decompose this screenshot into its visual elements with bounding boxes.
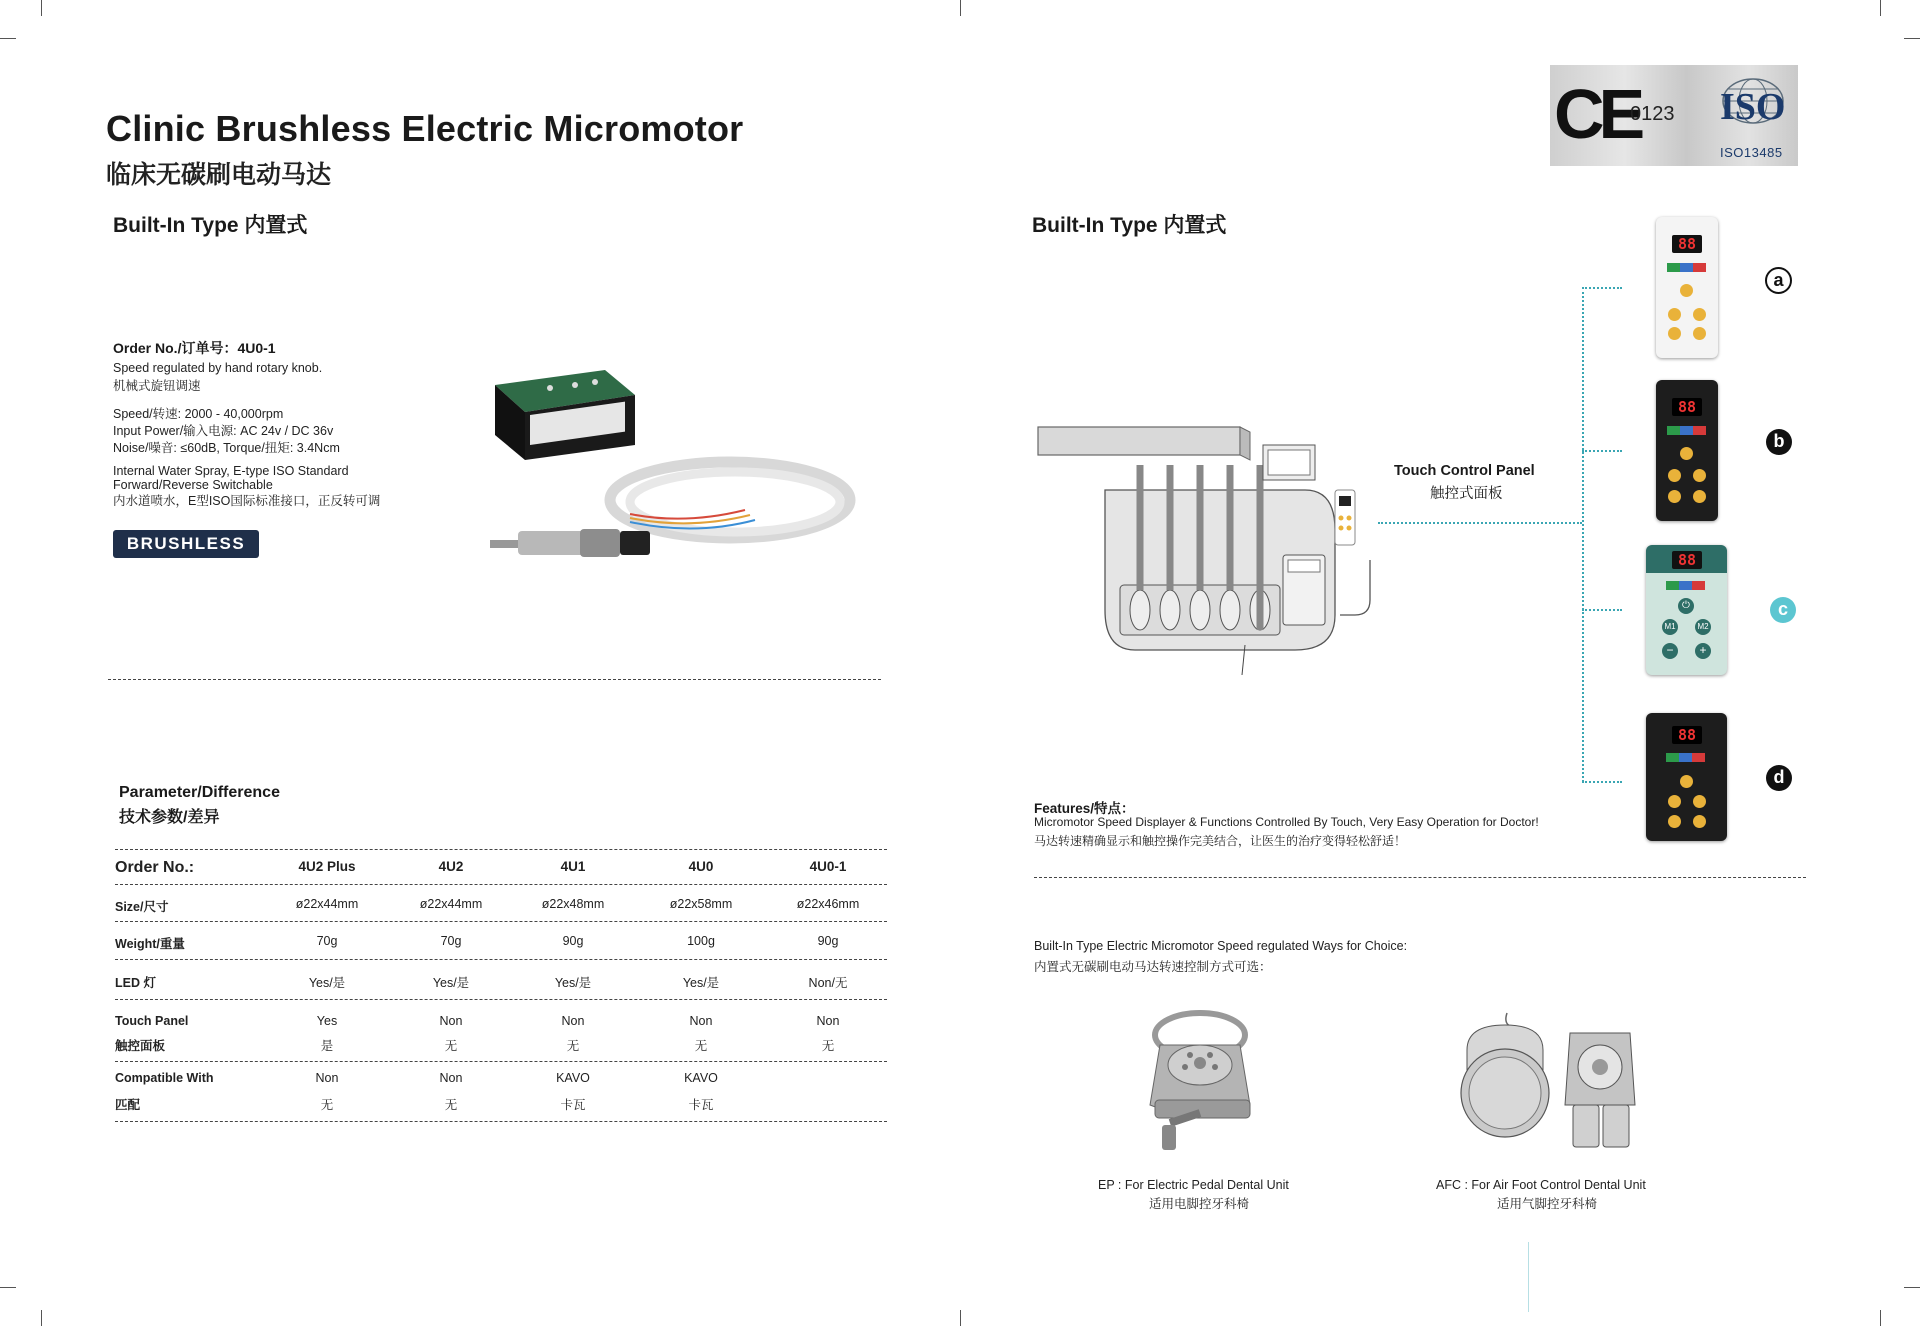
iso-number: ISO13485 [1720, 145, 1783, 160]
touch-panel-d [1646, 713, 1727, 841]
table-row [115, 1014, 887, 1028]
row-label: Touch Panel [115, 1014, 189, 1028]
table-rule [115, 849, 887, 850]
button-icon [1668, 815, 1681, 828]
button-icon [1693, 308, 1706, 321]
feature-2: Forward/Reverse Switchable [113, 478, 273, 492]
cell: Non [315, 1071, 339, 1085]
memory-1-key: M1 [1662, 619, 1678, 635]
model-header: 4U1 [560, 859, 586, 874]
features-title: Features/特点： [1034, 801, 1135, 816]
dental-unit-illustration [1035, 420, 1375, 680]
speed-display: 88 [1672, 235, 1702, 253]
speed-display: 88 [1672, 398, 1702, 416]
ep-label-cn: 适用电脚控牙科椅 [1149, 1197, 1250, 1211]
crop-mark [960, 1310, 961, 1326]
feature-1: Internal Water Spray, E-type ISO Standard [113, 464, 349, 478]
touch-panel-label-cn: 触控式面板 [1430, 486, 1503, 502]
crop-mark [41, 1310, 42, 1326]
cell: 无 [444, 1039, 458, 1053]
air-foot-control-image [1455, 1005, 1645, 1155]
cell [769, 1095, 887, 1113]
cell: 无 [566, 1039, 580, 1053]
speed-ratio-tags [1667, 426, 1706, 435]
cell: Non [439, 1071, 463, 1085]
touch-panel-label-en: Touch Control Panel [1394, 463, 1535, 479]
cell: 无 [444, 1098, 458, 1112]
electric-pedal-image [1140, 1005, 1270, 1155]
page-title-cn: 临床无碳刷电动马达 [106, 160, 332, 189]
button-icon [1693, 490, 1706, 503]
crop-mark [41, 0, 42, 16]
table-rule [115, 1061, 887, 1062]
table-rule [115, 959, 887, 960]
ep-label-en: EP : For Electric Pedal Dental Unit [1098, 1178, 1289, 1192]
desc-en: Speed regulated by hand rotary knob. [113, 361, 323, 375]
row-label: Compatible With [115, 1071, 214, 1085]
table-row [115, 1036, 887, 1054]
feature-cn: 内水道喷水，E型ISO国际标准接口，正反转可调 [113, 494, 381, 508]
table-header-row [115, 859, 887, 877]
table-row [115, 934, 887, 952]
cell: KAVO [556, 1071, 590, 1085]
panel-letter-c: c [1770, 597, 1796, 623]
connector-line [1582, 450, 1622, 452]
section-divider [1034, 877, 1806, 878]
cell: 90g [562, 934, 584, 948]
spec-power: Input Power/输入电源: AC 24v / DC 36v [113, 424, 334, 438]
connector-line [1378, 522, 1582, 524]
cell: Non [816, 1014, 840, 1028]
params-title-cn: 技术参数/差异 [119, 809, 220, 826]
cell: 是 [320, 1039, 334, 1053]
cell [769, 1071, 887, 1085]
button-icon [1668, 490, 1681, 503]
cell: 无 [821, 1039, 835, 1053]
speed-ratio-tags [1666, 581, 1705, 590]
power-icon: ⏻ [1678, 598, 1694, 614]
cell: 卡瓦 [688, 1098, 714, 1112]
row-label: 匹配 [115, 1098, 141, 1112]
cell: 100g [687, 934, 715, 948]
connector-line [1582, 781, 1622, 783]
left-section-title: Built-In Type 内置式 [113, 214, 308, 237]
cell: Yes/是 [554, 976, 592, 990]
table-rule [115, 884, 887, 885]
crop-mark [1904, 38, 1920, 39]
button-icon [1668, 469, 1681, 482]
speed-ratio-tags [1667, 263, 1706, 272]
cell: 70g [316, 934, 338, 948]
plus-icon: + [1695, 643, 1711, 659]
crop-mark [1880, 1310, 1881, 1326]
row-label: Weight/重量 [115, 937, 185, 951]
afc-label-en: AFC : For Air Foot Control Dental Unit [1436, 1178, 1646, 1192]
params-title-en: Parameter/Difference [119, 784, 280, 801]
panel-letter-b: b [1766, 429, 1792, 455]
ce-mark-icon: CE [1554, 75, 1640, 153]
ways-cn: 内置式无碳刷电动马达转速控制方式可选： [1034, 960, 1272, 974]
order-number: Order No./订单号：4U0-1 [113, 340, 276, 356]
button-icon [1693, 469, 1706, 482]
cell: 无 [694, 1039, 708, 1053]
features-en: Micromotor Speed Displayer & Functions Controlled By Touch, Very Easy Operation for Doctor! [1034, 815, 1539, 829]
button-icon [1680, 284, 1693, 297]
table-rule [115, 921, 887, 922]
crop-mark [1880, 0, 1881, 16]
afc-label-cn: 适用气脚控牙科椅 [1497, 1197, 1598, 1211]
row-label: Size/尺寸 [115, 900, 169, 914]
crop-mark [0, 1287, 16, 1288]
cell: Non/无 [808, 976, 848, 990]
connector-line [1582, 609, 1622, 611]
micromotor-product-image [480, 330, 870, 570]
desc-cn: 机械式旋钮调速 [113, 379, 201, 393]
button-icon [1668, 795, 1681, 808]
model-header: 4U2 [438, 859, 464, 874]
page-title: Clinic Brushless Electric Micromotor [106, 108, 744, 149]
certification-logo [1550, 65, 1798, 166]
header-label: Order No.: [115, 859, 195, 876]
cell: ø22x58mm [669, 897, 733, 911]
cell: KAVO [684, 1071, 718, 1085]
cell: Yes/是 [432, 976, 470, 990]
ways-en: Built-In Type Electric Micromotor Speed regulated Ways for Choice: [1034, 939, 1408, 953]
cell: Yes [316, 1014, 338, 1028]
row-label: LED 灯 [115, 976, 156, 990]
right-section-title: Built-In Type 内置式 [1032, 214, 1227, 237]
spec-noise: Noise/噪音: ≤60dB, Torque/扭矩: 3.4Ncm [113, 441, 340, 455]
cell: Non [689, 1014, 713, 1028]
cell: 70g [440, 934, 462, 948]
speed-display: 88 [1672, 551, 1702, 569]
brushless-badge: BRUSHLESS [113, 530, 259, 558]
model-header: 4U2 Plus [298, 859, 356, 874]
table-row [115, 897, 887, 915]
divider [1528, 1242, 1529, 1312]
table-rule [115, 1121, 887, 1122]
table-row [115, 1071, 887, 1085]
panel-letter-d: d [1766, 765, 1792, 791]
model-header: 4U0 [688, 859, 714, 874]
panel-letter-a: a [1765, 267, 1792, 294]
spec-speed: Speed/转速: 2000 - 40,000rpm [113, 407, 284, 421]
connector-line [1582, 287, 1584, 782]
section-divider [108, 679, 881, 680]
minus-icon: − [1662, 643, 1678, 659]
button-icon [1693, 795, 1706, 808]
touch-panel-a [1656, 217, 1718, 358]
crop-mark [960, 0, 961, 16]
cell: Non [439, 1014, 463, 1028]
cell: Non [561, 1014, 585, 1028]
touch-panel-c [1646, 545, 1727, 675]
cell: ø22x44mm [295, 897, 359, 911]
button-icon [1668, 327, 1681, 340]
table-row [115, 1095, 887, 1113]
cell: ø22x44mm [419, 897, 483, 911]
button-icon [1668, 308, 1681, 321]
crop-mark [0, 38, 16, 39]
speed-ratio-tags [1666, 753, 1705, 762]
button-icon [1693, 815, 1706, 828]
cell: 无 [320, 1098, 334, 1112]
memory-2-key: M2 [1695, 619, 1711, 635]
model-header: 4U0-1 [809, 859, 847, 874]
row-label: 触控面板 [115, 1039, 166, 1053]
ce-number: 0123 [1630, 103, 1675, 125]
crop-mark [1904, 1287, 1920, 1288]
cell: 90g [817, 934, 839, 948]
button-icon [1680, 775, 1693, 788]
features-cn: 马达转速精确显示和触控操作完美结合，让医生的治疗变得轻松舒适！ [1034, 834, 1407, 848]
table-row [115, 973, 887, 991]
button-icon [1680, 447, 1693, 460]
cell: Yes/是 [682, 976, 720, 990]
cell: Yes/是 [308, 976, 346, 990]
table-rule [115, 999, 887, 1000]
connector-line [1582, 287, 1622, 289]
cell: ø22x48mm [541, 897, 605, 911]
touch-panel-b [1656, 380, 1718, 521]
button-icon [1693, 327, 1706, 340]
cell: ø22x46mm [796, 897, 860, 911]
cell: 卡瓦 [560, 1098, 586, 1112]
iso-label: ISO [1720, 86, 1786, 128]
speed-display: 88 [1672, 726, 1702, 744]
